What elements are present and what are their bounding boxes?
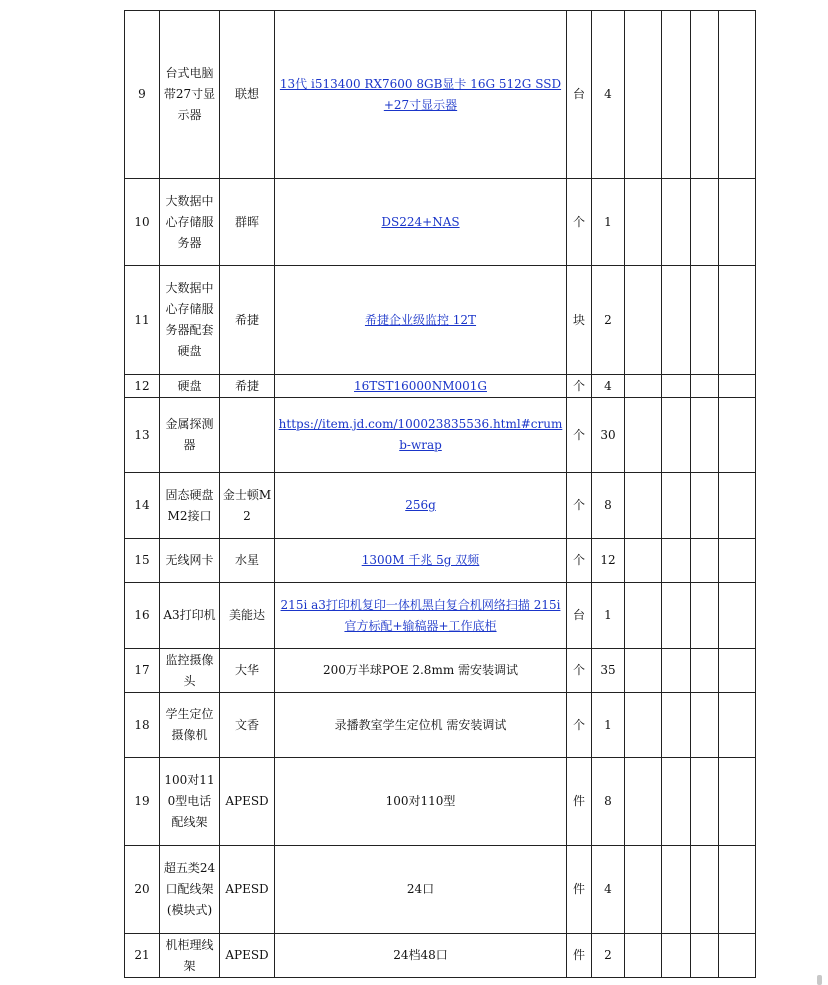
- cell-empty: [691, 758, 719, 846]
- cell-spec: [275, 846, 567, 934]
- cell-empty: [625, 934, 662, 978]
- cell-brand-text: 美能达: [228, 608, 265, 622]
- cell-brand: [220, 398, 275, 473]
- cell-name: [160, 11, 220, 179]
- cell-name-text: 100对110型电话配线架: [164, 773, 215, 829]
- cell-empty: [625, 266, 662, 375]
- cell-brand: [220, 758, 275, 846]
- table-row: [125, 473, 756, 539]
- cell-quantity: [592, 398, 625, 473]
- cell-empty: [691, 539, 719, 583]
- cell-empty: [662, 846, 691, 934]
- cell-spec: [275, 11, 567, 179]
- cell-quantity: [592, 473, 625, 539]
- cell-unit: [567, 539, 592, 583]
- cell-brand-text: 群晖: [234, 214, 259, 229]
- table-row: [125, 375, 756, 398]
- spec-link[interactable]: 希捷企业级监控 12T: [364, 312, 477, 327]
- cell-brand-text: 希捷: [234, 378, 259, 393]
- cell-unit: [567, 473, 592, 539]
- cell-empty: [719, 758, 756, 846]
- cell-name-text: 超五类24口配线架(模块式): [163, 861, 216, 917]
- cell-index-text: 16: [134, 608, 150, 622]
- scrollbar-thumb[interactable]: [817, 975, 822, 985]
- cell-spec: [275, 758, 567, 846]
- cell-empty: [625, 693, 662, 758]
- cell-empty: [625, 539, 662, 583]
- cell-unit-text: 件: [572, 948, 585, 962]
- cell-empty: [625, 11, 662, 179]
- cell-unit: [567, 583, 592, 649]
- cell-name-text: 学生定位摄像机: [165, 707, 214, 742]
- cell-index: [125, 179, 160, 266]
- cell-unit-text: 个: [572, 553, 585, 567]
- cell-index-text: 14: [134, 498, 150, 512]
- cell-index: [125, 934, 160, 978]
- cell-unit-text: 台: [572, 608, 585, 622]
- cell-name: [160, 375, 220, 398]
- cell-unit: [567, 693, 592, 758]
- cell-spec-text: 24口: [406, 882, 435, 896]
- cell-empty: [625, 649, 662, 693]
- cell-spec: [275, 693, 567, 758]
- cell-name-text: 机柜理线架: [165, 937, 214, 973]
- cell-empty: [625, 473, 662, 539]
- cell-empty: [691, 266, 719, 375]
- cell-empty: [719, 266, 756, 375]
- cell-quantity-text: 2: [604, 948, 612, 962]
- spec-link[interactable]: 13代 i513400 RX7600 8GB显卡 16G 512G SSD+27寸显示器: [279, 76, 562, 112]
- cell-index: [125, 649, 160, 693]
- cell-brand: [220, 11, 275, 179]
- cell-spec: [275, 179, 567, 266]
- table-row: [125, 649, 756, 693]
- cell-empty: [691, 846, 719, 934]
- cell-empty: [662, 583, 691, 649]
- cell-unit-text: 个: [572, 717, 585, 732]
- cell-empty: [719, 375, 756, 398]
- cell-unit: [567, 758, 592, 846]
- cell-empty: [691, 473, 719, 539]
- table-row: [125, 398, 756, 473]
- cell-name-text: 固态硬盘M2接口: [165, 487, 214, 523]
- table-row: [125, 539, 756, 583]
- cell-empty: [662, 375, 691, 398]
- spec-link[interactable]: https://item.jd.com/100023835536.html#crumb-wrap: [278, 417, 563, 452]
- cell-empty: [691, 398, 719, 473]
- cell-index-text: 21: [134, 948, 150, 962]
- cell-empty: [662, 179, 691, 266]
- cell-index-text: 9: [138, 87, 146, 101]
- cell-name-text: A3打印机: [163, 608, 216, 622]
- cell-index-text: 18: [134, 717, 150, 732]
- cell-quantity: [592, 375, 625, 398]
- cell-brand: [220, 846, 275, 934]
- cell-empty: [719, 846, 756, 934]
- cell-spec: [275, 398, 567, 473]
- cell-index: [125, 846, 160, 934]
- cell-empty: [719, 11, 756, 179]
- cell-spec: [275, 539, 567, 583]
- cell-unit: [567, 266, 592, 375]
- equipment-table: [124, 10, 756, 978]
- cell-unit-text: 件: [572, 794, 585, 808]
- cell-name: [160, 846, 220, 934]
- table-row: [125, 693, 756, 758]
- cell-brand-text: 希捷: [234, 312, 259, 327]
- table-row: [125, 11, 756, 179]
- cell-empty: [625, 846, 662, 934]
- cell-brand-text: APESD: [225, 882, 269, 896]
- cell-name-text: 监控摄像头: [165, 652, 214, 688]
- cell-empty: [662, 398, 691, 473]
- cell-empty: [719, 583, 756, 649]
- cell-index-text: 12: [134, 378, 150, 393]
- cell-brand: [220, 934, 275, 978]
- cell-name: [160, 693, 220, 758]
- cell-spec-text: 200万半球POE 2.8mm 需安装调试: [322, 663, 519, 677]
- cell-empty: [662, 11, 691, 179]
- cell-name: [160, 539, 220, 583]
- cell-brand-text: 联想: [234, 87, 259, 101]
- spec-link[interactable]: 1300M 千兆 5g 双频: [361, 553, 480, 567]
- cell-index-text: 10: [134, 214, 150, 229]
- cell-unit-text: 个: [572, 663, 585, 677]
- cell-unit-text: 个: [572, 498, 585, 512]
- cell-unit: [567, 179, 592, 266]
- cell-quantity-text: 2: [604, 312, 612, 327]
- cell-empty: [625, 583, 662, 649]
- cell-name: [160, 266, 220, 375]
- cell-unit: [567, 398, 592, 473]
- cell-unit-text: 件: [572, 882, 585, 896]
- cell-quantity-text: 8: [604, 498, 612, 512]
- cell-name: [160, 179, 220, 266]
- table-row: [125, 583, 756, 649]
- cell-index: [125, 266, 160, 375]
- spec-link[interactable]: 215i a3打印机复印一体机黑白复合机网络扫描 215i 官方标配+输稿器+工作底柜: [280, 597, 561, 633]
- cell-index-text: 13: [134, 427, 150, 442]
- cell-name-text: 金属探测器: [165, 417, 214, 452]
- cell-unit: [567, 846, 592, 934]
- cell-quantity: [592, 758, 625, 846]
- cell-empty: [719, 539, 756, 583]
- cell-empty: [719, 398, 756, 473]
- cell-brand-text: APESD: [225, 794, 269, 808]
- cell-quantity: [592, 693, 625, 758]
- cell-name-text: 大数据中心存储服务器配套硬盘: [165, 281, 214, 358]
- cell-empty: [719, 473, 756, 539]
- cell-brand: [220, 179, 275, 266]
- cell-index: [125, 398, 160, 473]
- cell-quantity-text: 8: [604, 794, 612, 808]
- cell-empty: [625, 375, 662, 398]
- cell-index-text: 11: [134, 312, 150, 327]
- cell-index: [125, 375, 160, 398]
- cell-empty: [691, 583, 719, 649]
- cell-index-text: 15: [134, 553, 150, 567]
- cell-empty: [662, 758, 691, 846]
- cell-name-text: 大数据中心存储服务器: [165, 193, 214, 250]
- cell-empty: [691, 11, 719, 179]
- cell-unit-text: 台: [572, 87, 585, 101]
- cell-quantity: [592, 934, 625, 978]
- cell-index-text: 19: [134, 794, 150, 808]
- cell-spec-text: 100对110型: [385, 794, 456, 808]
- cell-name: [160, 758, 220, 846]
- cell-brand: [220, 375, 275, 398]
- cell-unit: [567, 11, 592, 179]
- cell-empty: [719, 934, 756, 978]
- cell-spec: [275, 934, 567, 978]
- table-row: [125, 179, 756, 266]
- cell-quantity-text: 1: [604, 717, 612, 732]
- cell-unit-text: 个: [572, 378, 585, 393]
- cell-unit: [567, 934, 592, 978]
- cell-unit: [567, 375, 592, 398]
- cell-quantity: [592, 266, 625, 375]
- cell-unit-text: 个: [572, 427, 585, 442]
- cell-empty: [662, 934, 691, 978]
- cell-quantity: [592, 846, 625, 934]
- spec-link[interactable]: 256g: [405, 498, 436, 512]
- cell-brand-text: APESD: [225, 948, 269, 962]
- cell-empty: [691, 649, 719, 693]
- cell-brand-text: 大华: [234, 663, 259, 677]
- cell-brand-text: 文香: [234, 717, 259, 732]
- cell-empty: [719, 693, 756, 758]
- cell-empty: [662, 539, 691, 583]
- table-body: [125, 11, 756, 978]
- cell-index: [125, 473, 160, 539]
- cell-empty: [625, 398, 662, 473]
- cell-brand: [220, 266, 275, 375]
- cell-brand: [220, 693, 275, 758]
- cell-quantity: [592, 179, 625, 266]
- cell-empty: [691, 375, 719, 398]
- cell-spec: [275, 375, 567, 398]
- cell-quantity-text: 1: [604, 214, 612, 229]
- cell-quantity: [592, 583, 625, 649]
- cell-name-text: 台式电脑带27寸显示器: [163, 66, 216, 122]
- table-row: [125, 934, 756, 978]
- cell-brand: [220, 649, 275, 693]
- cell-name-text: 无线网卡: [165, 553, 214, 567]
- cell-index-text: 20: [134, 882, 150, 896]
- cell-quantity-text: 30: [600, 427, 616, 442]
- cell-empty: [719, 649, 756, 693]
- cell-name-text: 硬盘: [177, 378, 202, 393]
- cell-brand-text: 金士顿M2: [222, 487, 272, 523]
- cell-quantity-text: 1: [604, 608, 612, 622]
- cell-quantity: [592, 539, 625, 583]
- cell-index: [125, 583, 160, 649]
- cell-empty: [662, 266, 691, 375]
- cell-quantity-text: 4: [604, 87, 612, 101]
- cell-index: [125, 758, 160, 846]
- cell-name: [160, 473, 220, 539]
- table-row: [125, 266, 756, 375]
- spec-link[interactable]: 16TST16000NM001G: [354, 378, 487, 393]
- table-row: [125, 758, 756, 846]
- cell-empty: [691, 693, 719, 758]
- cell-unit: [567, 649, 592, 693]
- cell-quantity: [592, 649, 625, 693]
- cell-name: [160, 649, 220, 693]
- cell-empty: [719, 179, 756, 266]
- spec-link[interactable]: DS224+NAS: [381, 214, 460, 229]
- cell-empty: [691, 179, 719, 266]
- cell-index: [125, 693, 160, 758]
- cell-quantity-text: 12: [600, 553, 616, 567]
- cell-name: [160, 934, 220, 978]
- cell-empty: [625, 179, 662, 266]
- cell-spec: [275, 649, 567, 693]
- cell-spec-text: 录播教室学生定位机 需安装调试: [334, 717, 507, 732]
- cell-quantity-text: 4: [604, 882, 612, 896]
- cell-empty: [662, 693, 691, 758]
- cell-empty: [625, 758, 662, 846]
- cell-quantity-text: 4: [604, 378, 612, 393]
- cell-spec-text: 24档48口: [393, 948, 448, 962]
- cell-spec: [275, 583, 567, 649]
- cell-empty: [662, 473, 691, 539]
- cell-index: [125, 11, 160, 179]
- cell-unit-text: 块: [572, 312, 585, 327]
- cell-brand-text: 水星: [234, 553, 259, 567]
- cell-brand: [220, 539, 275, 583]
- cell-index: [125, 539, 160, 583]
- cell-spec: [275, 266, 567, 375]
- cell-brand: [220, 583, 275, 649]
- table-row: [125, 846, 756, 934]
- cell-unit-text: 个: [572, 214, 585, 229]
- cell-index-text: 17: [134, 663, 150, 677]
- cell-empty: [691, 934, 719, 978]
- cell-quantity: [592, 11, 625, 179]
- cell-name: [160, 583, 220, 649]
- cell-empty: [662, 649, 691, 693]
- cell-name: [160, 398, 220, 473]
- cell-spec: [275, 473, 567, 539]
- cell-quantity-text: 35: [600, 663, 616, 677]
- cell-brand: [220, 473, 275, 539]
